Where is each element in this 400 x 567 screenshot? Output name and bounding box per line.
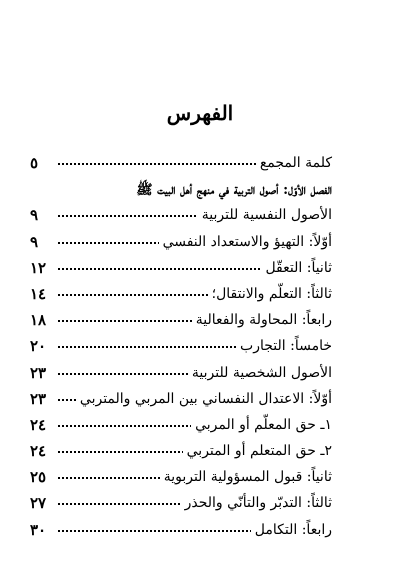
toc-chapter-label: الفصل الأوّل: أصول التربية في منهج أهل البيت ﷺ xyxy=(132,181,332,201)
toc-entry-label: ثانياً: قبول المسؤولية التربوية xyxy=(160,469,332,485)
toc-entry-page: ١٢ xyxy=(30,258,47,277)
toc-entry xyxy=(0,204,400,230)
toc-entry-label: ثانياً: التعقّل xyxy=(261,260,332,276)
toc-entry-label: ١ـ حق المعلّم أو المربي xyxy=(191,417,332,433)
toc-entry-label: كلمة المجمع xyxy=(256,155,332,171)
toc-entry xyxy=(0,362,400,388)
toc-entry-label: أوّلاً: الاعتدال النفساني بين المربي والمتربي xyxy=(76,391,332,407)
toc-entry xyxy=(0,388,400,414)
toc-entry xyxy=(0,231,400,257)
toc-entry-page: ٢٤ xyxy=(30,415,47,434)
toc-entry-page: ٩ xyxy=(30,232,39,251)
toc-entry xyxy=(0,440,400,466)
toc-entry xyxy=(0,466,400,492)
toc-chapter-heading xyxy=(0,178,400,204)
toc-entry xyxy=(0,492,400,518)
toc-entry xyxy=(0,519,400,545)
toc-entry-label: رابعاً: التكامل xyxy=(251,522,332,538)
toc-entry-label: ثالثاً: التدبّر والتأنّي والحذر xyxy=(181,495,332,511)
toc-entry-page: ٢٠ xyxy=(30,337,47,356)
toc-entry-page: ٢٧ xyxy=(30,494,47,513)
toc-entry-label: رابعاً: المحاولة والفعالية xyxy=(192,312,332,328)
toc-entry-page: ٩ xyxy=(30,206,39,225)
toc-entry xyxy=(0,283,400,309)
toc-entry-label: أوّلاً: التهيؤ والاستعداد النفسي xyxy=(159,234,332,250)
toc-entry-page: ٢٤ xyxy=(30,442,47,461)
toc-entry xyxy=(0,257,400,283)
toc-entry-label: ثالثاً: التعلّم والانتقال؛ xyxy=(208,286,332,302)
toc-entry-page: ٢٥ xyxy=(30,468,47,487)
toc-entry-page: ١٤ xyxy=(30,284,47,303)
toc-entry-label: الأصول النفسية للتربية xyxy=(198,207,332,223)
toc-entry-label: ٢ـ حق المتعلم أو المتربي xyxy=(183,443,332,459)
toc-entry xyxy=(0,335,400,361)
toc-entry xyxy=(0,309,400,335)
toc-entry-page: ١٨ xyxy=(30,311,47,330)
toc-entry-page: ٢٣ xyxy=(30,363,47,382)
toc-entry-page: ٥ xyxy=(30,154,39,172)
page-title: الفهرس xyxy=(166,101,234,125)
toc-entry-page: ٣٠ xyxy=(30,520,47,539)
toc-entry xyxy=(0,152,400,178)
toc-entry-label: خامساً: التجارب xyxy=(236,338,332,354)
toc-entry-label: الأصول الشخصية للتربية xyxy=(188,365,332,381)
toc-entry xyxy=(0,414,400,440)
toc-list xyxy=(0,152,400,545)
toc-entry-page: ٢٣ xyxy=(30,389,47,408)
